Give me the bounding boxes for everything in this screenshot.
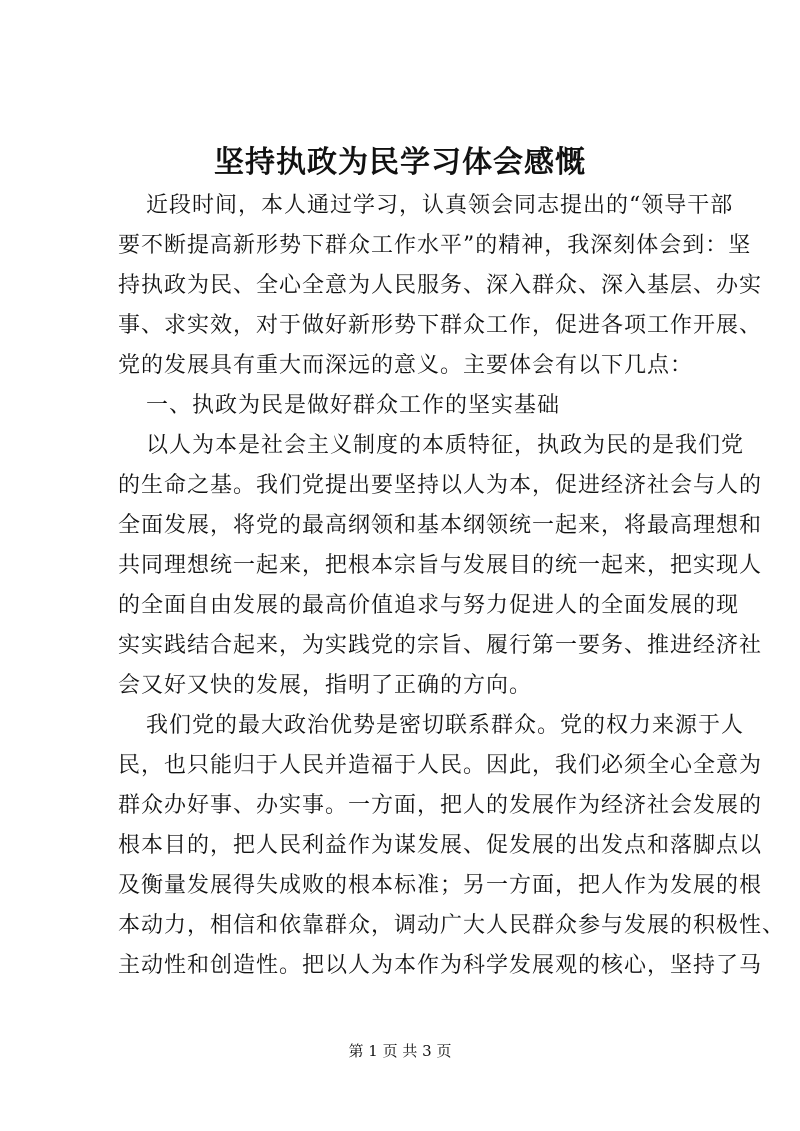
body-line: 本动力，相信和依靠群众，调动广大人民群众参与发展的积极性、 (118, 913, 786, 938)
body-line: 会又好又快的发展，指明了正确的方向。 (118, 673, 533, 698)
body-line: 的生命之基。我们党提出要坚持以人为本，促进经济社会与人的 (118, 473, 763, 498)
body-line: 及衡量发展得失成败的根本标准；另一方面，把人作为发展的根 (118, 873, 763, 898)
body-line: 要不断提高新形势下群众工作水平”的精神，我深刻体会到：坚 (118, 233, 752, 258)
body-line: 共同理想统一起来，把根本宗旨与发展目的统一起来，把实现人 (118, 553, 763, 578)
body-line: 的全面自由发展的最高价值追求与努力促进人的全面发展的现 (118, 593, 740, 618)
body-line: 主动性和创造性。把以人为本作为科学发展观的核心，坚持了马 (118, 953, 763, 978)
body-line: 群众办好事、办实事。一方面，把人的发展作为经济社会发展的 (118, 793, 763, 818)
body-line: 近段时间，本人通过学习，认真领会同志提出的“领导干部 (146, 193, 734, 218)
body-line: 以人为本是社会主义制度的本质特征，执政为民的是我们党 (146, 433, 745, 458)
body-line: 事、求实效，对于做好新形势下群众工作，促进各项工作开展、 (118, 313, 763, 338)
body-line: 根本目的，把人民利益作为谋发展、促发展的出发点和落脚点以 (118, 833, 763, 858)
body-line: 实实践结合起来，为实践党的宗旨、履行第一要务、推进经济社 (118, 633, 763, 658)
page-title: 坚持执政为民学习体会感慨 (214, 145, 586, 180)
page-number-footer: 第 1 页 共 3 页 (348, 1042, 452, 1060)
body-line: 我们党的最大政治优势是密切联系群众。党的权力来源于人 (146, 713, 745, 738)
body-line: 党的发展具有重大而深远的意义。主要体会有以下几点： (118, 353, 694, 378)
section-heading: 一、执政为民是做好群众工作的坚实基础 (146, 393, 561, 418)
body-line: 民，也只能归于人民并造福于人民。因此，我们必须全心全意为 (118, 753, 763, 778)
body-line: 持执政为民、全心全意为人民服务、深入群众、深入基层、办实 (118, 273, 763, 298)
body-line: 全面发展，将党的最高纲领和基本纲领统一起来，将最高理想和 (118, 513, 763, 538)
